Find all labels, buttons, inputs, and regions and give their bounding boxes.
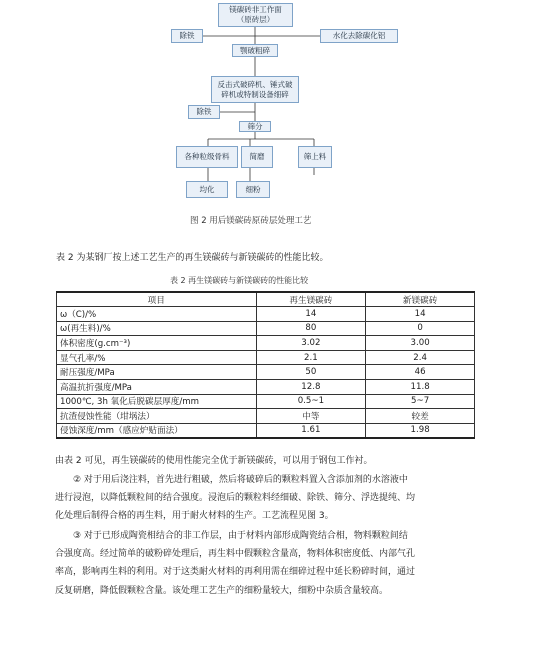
table-cell: ω（C)/% [57,307,257,322]
table-cell: 中等 [256,409,366,424]
flow-node-text: 反击式破碎机、锤式破 [217,79,293,89]
table-cell: 体积密度(g.cm⁻³) [57,336,257,351]
table-header-cell: 项目 [57,292,257,307]
table-row [57,409,475,424]
flow-node-text: 颚破粗碎 [240,45,270,55]
flow-node-text: 均化 [199,184,215,194]
table-header-cell: 再生镁碳砖 [256,292,366,307]
paragraph-line: 由表 2 可见，再生镁碳砖的使用性能完全优于新镁碳砖，可以用于钢包工作衬。 [55,456,373,466]
table-cell: 1000℃, 3h 氧化后脱碳层厚度/mm [57,394,257,409]
flow-node-homogenize [186,181,228,198]
comparison-table [56,291,475,439]
flow-node-text: 筛上料 [303,152,327,161]
paragraph-line: 合强度高。经过简单的破粉碎处理后，再生料中假颗粒含量高，物料体积密度低、内部气孔 [55,549,416,559]
table-row [57,423,475,438]
paragraph-line: ② 对于用后浇注料，首先进行粗破，然后将破碎后的颗粒料置入含添加剂的水溶液中 [73,475,408,485]
table-cell: 侵蚀深度/mm（感应炉贴面法） [57,423,257,438]
paragraph-line: ③ 对于已形成陶瓷相结合的非工作层，由于材料内部形成陶瓷结合相，物料颗粒间结 [73,531,408,541]
flow-node-aggregate [176,146,238,168]
table-cell: 14 [256,307,366,322]
table-cell: 3.02 [256,336,366,351]
table-cell: 较差 [366,409,475,424]
paragraph-line: 进行浸泡，以降低颗粒间的结合强度。浸泡后的颗粒料经细破、除铁、筛分、浮选提纯、均 [55,493,416,503]
flow-node-text: 除铁 [196,107,212,116]
table-row [57,336,475,351]
flow-node-text: 水化去除碳化铝 [332,31,386,40]
table-cell: 46 [366,365,475,380]
table-cell: 显气孔率/% [57,350,257,365]
table-cell: 高温抗折强度/MPa [57,380,257,395]
table-cell: 12.8 [256,380,366,395]
flow-node-coarse-crush [232,44,278,57]
paragraph-line: 化处理后制得合格的再生料，用于耐火材料的生产。工艺流程见图 3。 [55,511,334,521]
table-cell: 3.00 [366,336,475,351]
intro-text: 表 2 为某钢厂按上述工艺生产的再生镁碳砖与新镁碳砖的性能比较。 [56,253,329,263]
table-row [57,307,475,322]
flow-node-remove-iron-1 [171,29,203,43]
paragraph-line: 率高，影响再生料的利用。对于这类耐火材料的再利用需在细碎过程中延长粉碎时间，通过 [55,567,416,577]
flow-node-fine-crush [211,76,299,103]
table-row [57,394,475,409]
flow-node-text: 细粉 [245,184,261,194]
table-cell: 1.98 [366,423,475,438]
table-cell: 耐压强度/MPa [57,365,257,380]
table-row [57,380,475,395]
table-row [57,350,475,365]
flow-node-text: 简磨 [249,152,265,161]
flow-node-remove-iron-2 [188,105,220,119]
flow-node-fine-grind [241,146,273,168]
table-row [57,365,475,380]
table-cell: 2.1 [256,350,366,365]
table-cell: 1.61 [256,423,366,438]
table-cell: 11.8 [366,380,475,395]
table-header-row [57,292,475,307]
flow-node-text: 各种粒级骨料 [184,152,230,161]
flow-node-screening [239,121,271,132]
table-cell: 0 [366,321,475,336]
table-cell: 5~7 [366,394,475,409]
table-caption: 表 2 再生镁碳砖与新镁碳砖的性能比较 [170,276,309,285]
table-cell: 14 [366,307,475,322]
table-header-cell: 新镁碳砖 [366,292,475,307]
flow-node-text: 碎机或特制设备细碎 [221,89,289,99]
table-cell: 0.5~1 [256,394,366,409]
flow-node-text: （原砖层） [236,15,275,24]
table-cell: ω(再生料)/% [57,321,257,336]
table-cell: 抗渣侵蚀性能（坩埚法） [57,409,257,424]
flow-node-text: 筛分 [247,121,263,131]
flow-node-hydration [320,29,398,43]
flow-node-text: 镁碳砖非工作面 [229,5,282,14]
flow-node-source [218,3,293,27]
paragraph-line: 反复研磨，降低假颗粒含量。该处理工艺生产的细粉量较大，细粉中杂质含量较高。 [55,586,389,596]
table-row [57,321,475,336]
flow-node-fine-material [298,146,332,168]
figure-caption: 图 2 用后镁碳砖原砖层处理工艺 [190,216,312,226]
table-cell: 80 [256,321,366,336]
flow-node-text: 除铁 [179,31,195,40]
table-cell: 2.4 [366,350,475,365]
table-cell: 50 [256,365,366,380]
flow-node-fine-powder [236,181,270,198]
